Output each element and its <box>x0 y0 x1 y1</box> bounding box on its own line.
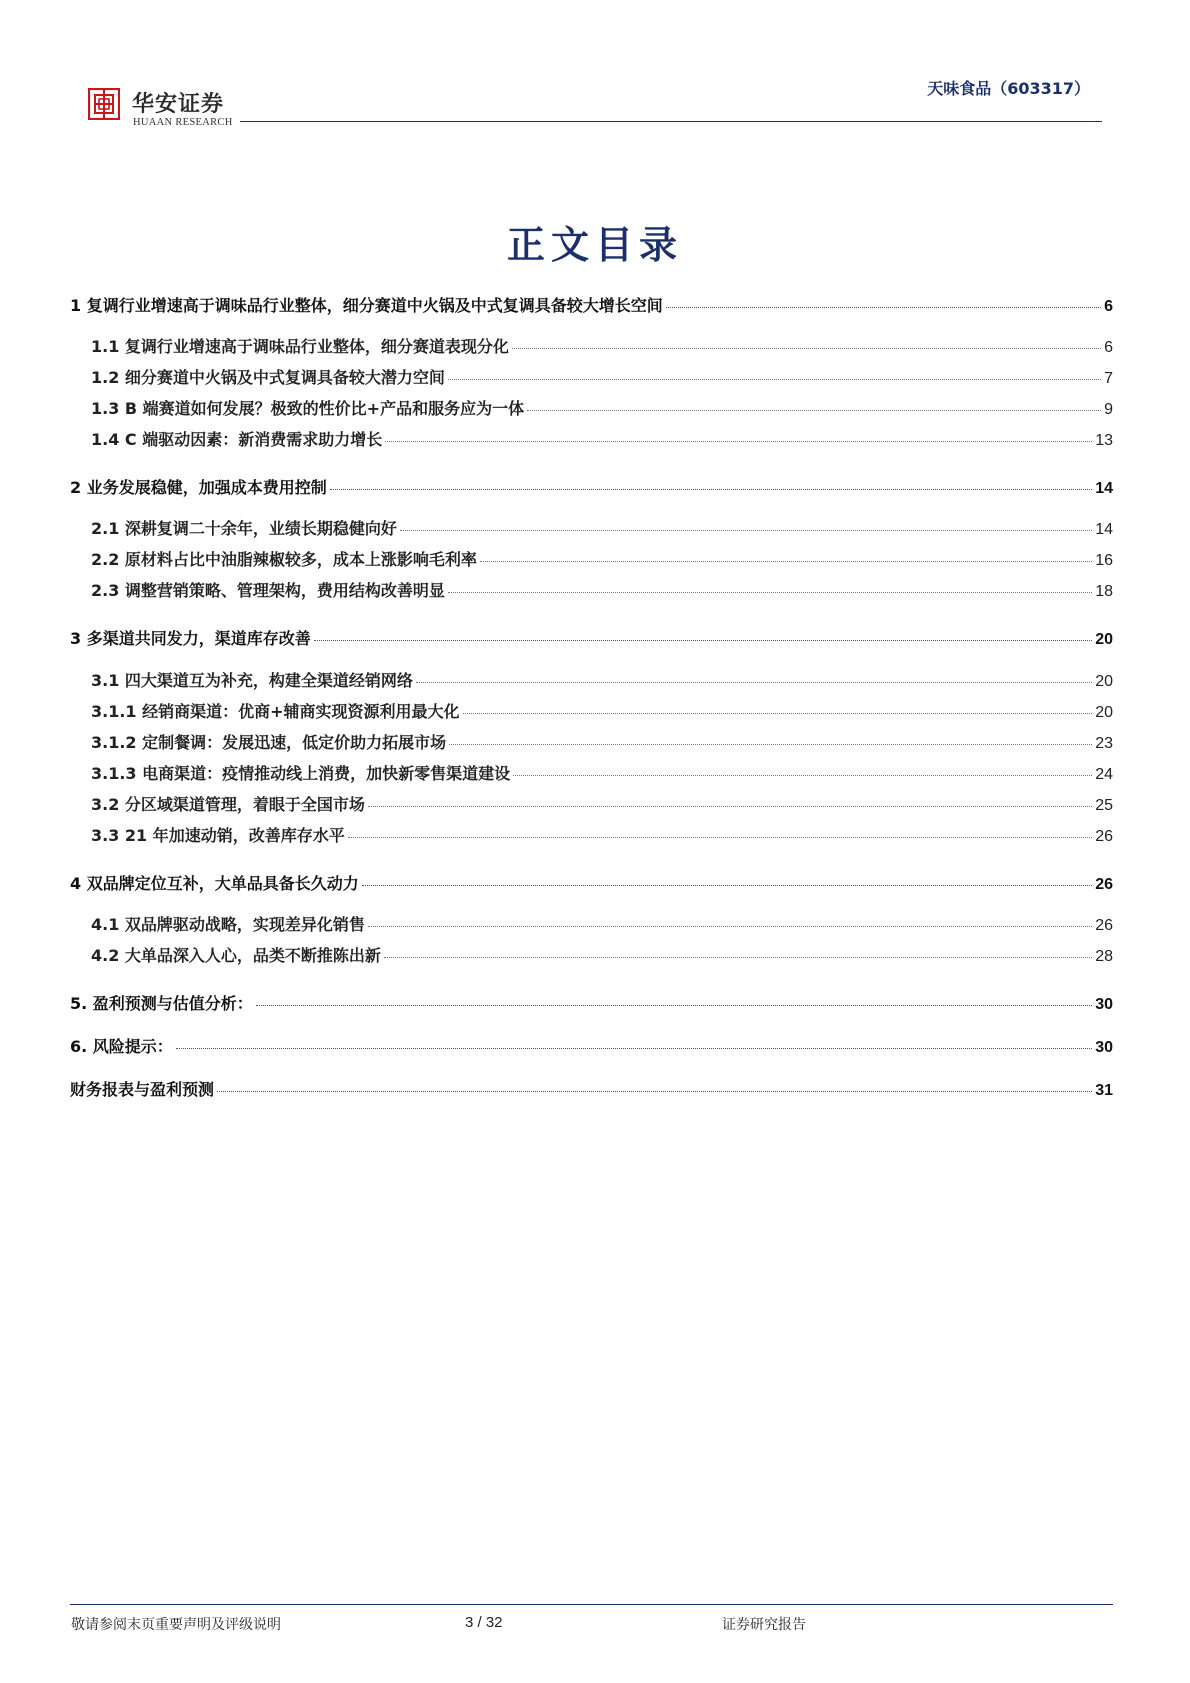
page-title: 正文目录 <box>506 222 683 267</box>
toc-entry-title: 1 复调行业增速高于调味品行业整体，细分赛道中火锅及中式复调具备较大增长空间 <box>70 296 663 315</box>
toc-entry-title: 2.2 原材料占比中油脂辣椒较多，成本上涨影响毛利率 <box>91 550 477 569</box>
toc-leader-dots <box>256 1005 1092 1006</box>
company-ticker: 天味食品（603317） <box>927 79 1090 98</box>
toc-entry-title: 4 双品牌定位互补，大单品具备长久动力 <box>70 874 359 893</box>
toc-leader-dots <box>448 379 1101 380</box>
toc-entry[interactable] <box>91 823 1113 846</box>
toc-entry-title: 2 业务发展稳健，加强成本费用控制 <box>70 478 327 497</box>
toc-entry[interactable] <box>91 730 1113 753</box>
toc-entry-title: 3.1.3 电商渠道：疫情推动线上消费，加快新零售渠道建设 <box>91 764 511 783</box>
toc-leader-dots <box>330 489 1092 490</box>
header-divider <box>240 121 1102 122</box>
toc-entry-title: 5. 盈利预测与估值分析： <box>70 994 253 1013</box>
toc-entry-title: 1.4 C 端驱动因素：新消费需求助力增长 <box>91 430 383 449</box>
toc-entry-title: 3.3 21 年加速动销，改善库存水平 <box>91 826 345 845</box>
toc-entry-page: 30 <box>1095 996 1113 1013</box>
toc-entry[interactable] <box>91 792 1113 815</box>
toc-entry-page: 6 <box>1104 298 1113 315</box>
toc-leader-dots <box>362 885 1092 886</box>
toc-entry-page: 31 <box>1095 1082 1113 1099</box>
toc-entry-title: 6. 风险提示： <box>70 1037 173 1056</box>
toc-entry-title: 4.1 双品牌驱动战略，实现差异化销售 <box>91 915 365 934</box>
toc-entry-title: 3.1.1 经销商渠道：优商+辅商实现资源利用最大化 <box>91 702 460 721</box>
toc-leader-dots <box>384 957 1092 958</box>
toc-leader-dots <box>348 837 1092 838</box>
toc-entry-page: 9 <box>1104 401 1113 418</box>
toc-entry[interactable] <box>91 699 1113 722</box>
toc-entry-title: 2.3 调整营销策略、管理架构，费用结构改善明显 <box>91 581 445 600</box>
toc-entry[interactable] <box>70 1077 1113 1100</box>
toc-entry[interactable] <box>91 547 1113 570</box>
toc-entry-page: 14 <box>1095 521 1113 538</box>
footer-divider <box>70 1604 1113 1605</box>
toc-entry-page: 14 <box>1095 480 1113 497</box>
toc-entry[interactable] <box>70 1034 1113 1057</box>
toc-entry[interactable] <box>70 626 1113 649</box>
toc-leader-dots <box>512 348 1101 349</box>
toc-entry-page: 6 <box>1104 339 1113 356</box>
toc-entry[interactable] <box>70 991 1113 1014</box>
toc-leader-dots <box>463 713 1093 714</box>
toc-entry-page: 18 <box>1095 583 1113 600</box>
toc-entry-page: 24 <box>1095 766 1113 783</box>
toc-entry-title: 1.2 细分赛道中火锅及中式复调具备较大潜力空间 <box>91 368 445 387</box>
toc-entry[interactable] <box>91 943 1113 966</box>
logo-text-cn: 华安证券 <box>132 91 225 117</box>
toc-entry[interactable] <box>91 668 1113 691</box>
toc-entry[interactable] <box>91 578 1113 601</box>
toc-entry-page: 13 <box>1095 432 1113 449</box>
toc-entry-title: 1.3 B 端赛道如何发展？极致的性价比+产品和服务应为一体 <box>91 399 525 418</box>
toc-entry-page: 20 <box>1095 631 1113 648</box>
footer-page-number: 3 / 32 <box>465 1614 503 1631</box>
toc-entry[interactable] <box>91 334 1113 357</box>
footer-report-type: 证券研究报告 <box>722 1617 806 1633</box>
toc-entry-title: 2.1 深耕复调二十余年，业绩长期稳健向好 <box>91 519 397 538</box>
toc-entry-page: 26 <box>1095 828 1113 845</box>
toc-entry[interactable] <box>70 475 1113 498</box>
toc-entry[interactable] <box>91 427 1113 450</box>
toc-entry-page: 16 <box>1095 552 1113 569</box>
toc-entry[interactable] <box>91 396 1113 419</box>
toc-entry[interactable] <box>91 912 1113 935</box>
toc-entry-title: 财务报表与盈利预测 <box>70 1080 215 1099</box>
toc-leader-dots <box>448 592 1092 593</box>
huaan-logo-icon <box>88 88 120 120</box>
toc-entry-page: 23 <box>1095 735 1113 752</box>
toc-leader-dots <box>368 806 1092 807</box>
toc-entry[interactable] <box>70 871 1113 894</box>
toc-entry-title: 1.1 复调行业增速高于调味品行业整体，细分赛道表现分化 <box>91 337 509 356</box>
toc-entry[interactable] <box>91 516 1113 539</box>
toc-entry-title: 3.1.2 定制餐调：发展迅速，低定价助力拓展市场 <box>91 733 447 752</box>
footer-disclaimer: 敬请参阅末页重要声明及评级说明 <box>71 1617 281 1633</box>
toc-leader-dots <box>400 530 1092 531</box>
toc-leader-dots <box>527 410 1101 411</box>
toc-leader-dots <box>176 1048 1092 1049</box>
toc-entry-page: 20 <box>1095 673 1113 690</box>
toc-entry-page: 7 <box>1104 370 1113 387</box>
toc-entry-title: 3 多渠道共同发力，渠道库存改善 <box>70 629 311 648</box>
toc-leader-dots <box>314 640 1092 641</box>
toc-entry-page: 25 <box>1095 797 1113 814</box>
toc-entry-page: 26 <box>1095 917 1113 934</box>
toc-leader-dots <box>217 1091 1092 1092</box>
toc-entry-page: 26 <box>1095 876 1113 893</box>
toc-leader-dots <box>449 744 1092 745</box>
toc-entry[interactable] <box>91 365 1113 388</box>
toc-entry-page: 20 <box>1095 704 1113 721</box>
toc-entry[interactable] <box>91 761 1113 784</box>
toc-leader-dots <box>416 682 1092 683</box>
toc-entry-title: 3.2 分区域渠道管理，着眼于全国市场 <box>91 795 365 814</box>
toc-entry-page: 28 <box>1095 948 1113 965</box>
toc-entry[interactable] <box>70 293 1113 316</box>
toc-leader-dots <box>513 775 1092 776</box>
toc-leader-dots <box>368 926 1092 927</box>
toc-entry-page: 30 <box>1095 1039 1113 1056</box>
toc-entry-title: 4.2 大单品深入人心，品类不断推陈出新 <box>91 946 381 965</box>
toc-leader-dots <box>385 441 1092 442</box>
toc-leader-dots <box>480 561 1092 562</box>
toc-entry-title: 3.1 四大渠道互为补充，构建全渠道经销网络 <box>91 671 413 690</box>
logo-text-en: HUAAN RESEARCH <box>133 117 233 128</box>
toc-leader-dots <box>666 307 1101 308</box>
